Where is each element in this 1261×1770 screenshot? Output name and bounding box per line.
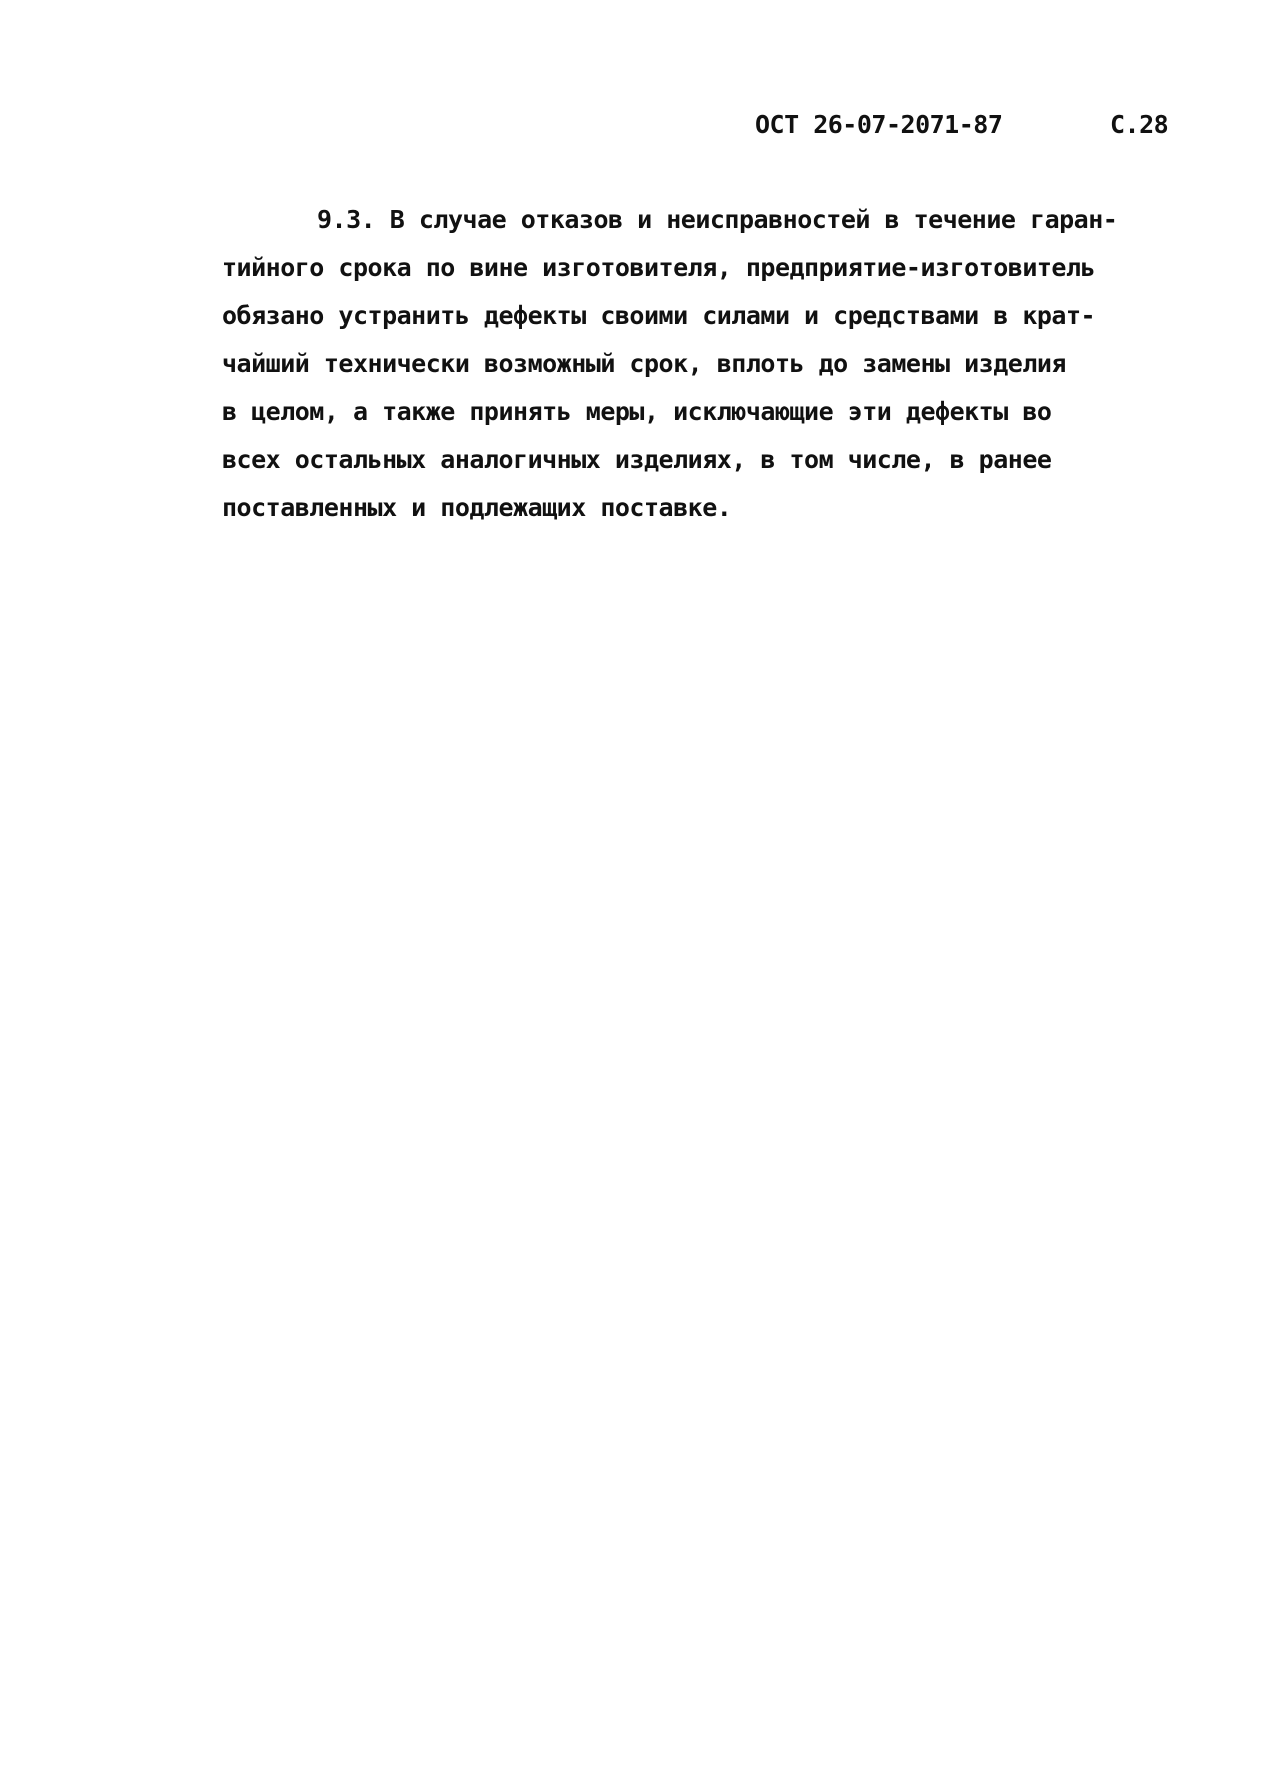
- paragraph-line: в целом, а также принять меры, исключающие эти дефекты во: [222, 397, 1052, 426]
- document-code: ОСТ 26-07-2071-87: [755, 110, 1003, 139]
- page-number: С.28: [1110, 110, 1169, 139]
- paragraph-line: обязано устранить дефекты своими силами и средствами в крат-: [222, 301, 1096, 330]
- paragraph-line: 9.3. В случае отказов и неисправностей в течение гаран-: [317, 205, 1118, 234]
- paragraph-line: всех остальных аналогичных изделиях, в том числе, в ранее: [222, 445, 1052, 474]
- paragraph-line: чайший технически возможный срок, вплоть до замены изделия: [222, 349, 1066, 378]
- paragraph-line: тийного срока по вине изготовителя, предприятие-изготовитель: [222, 253, 1096, 282]
- paragraph-line: поставленных и подлежащих поставке.: [222, 493, 732, 522]
- page-header: [755, 110, 1185, 150]
